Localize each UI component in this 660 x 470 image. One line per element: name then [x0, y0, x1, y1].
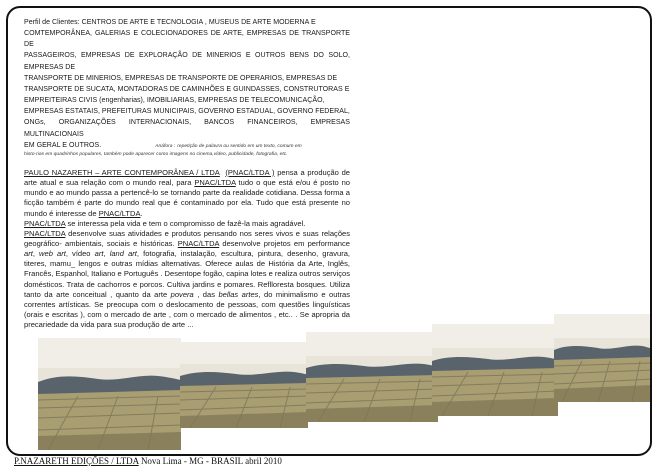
em-land-art: land art: [109, 249, 137, 259]
text-span: se interessa pela vida e tem o compromisso de fazê-la mais agradável.: [65, 218, 306, 228]
body-text: [24, 168, 350, 331]
profile-line: EMPREITEIRAS CIVIS (engenharias), IMOBILIARIAS, EMPRESAS DE TELECOMUNICAÇÃO,: [24, 97, 325, 105]
profile-line: TRANSPORTE DE MINERIOS, EMPRESAS DE TRANSPORTE DE OPERARIOS, EMPRESAS DE: [24, 74, 338, 82]
text-span: pensa a produção de arte atual e sua relação com o mundo real, para: [24, 167, 350, 188]
paragraph-activities: [24, 229, 350, 331]
profile-line-last: [24, 140, 350, 151]
text-span: , do minimalismo e outras correntes artísticas. Se preocupa com o deslocamento de pessoas, com questões linguísticas (orais e escritas ), com o mercado de arte , com o mercado de alimentos , etc.. . Se apropria da precariedade da vida para sua produção de arte ...: [24, 289, 350, 330]
text-span: desenvolve suas atividades e produtos pensando nos seres vivos e suas relações geográfico- ambientais, sociais e históricas.: [24, 228, 350, 248]
paragraph-intro: [24, 168, 350, 219]
text-column: [24, 17, 350, 330]
client-profile: [24, 17, 350, 159]
footer: [14, 456, 282, 466]
profile-line: Perfil de Clientes: CENTROS DE ARTE E TECNOLOGIA , MUSEUS DE ARTE MODERNA E: [24, 19, 316, 26]
profile-line: PASSAGEIROS, EMPRESAS DE EXPLORAÇÃO DE MINERIOS E OUTROS BENS DO SOLO, EMPRESAS DE: [24, 52, 350, 71]
note-text-2: histo-rias em quadrinhos populares, também pode aparecer como imagens no cinema,vídeo, publicidade, fotografia, etc.: [24, 151, 288, 157]
page-frame: [6, 6, 652, 456]
profile-line: COMTEMPORÂNEA, GALERIAS E COLECIONADORES DE ARTE, EMPRESAS DE TRANSPORTE DE: [24, 30, 350, 49]
paragraph-commitment: [24, 219, 350, 229]
footer-location: Nova Lima - MG - BRASIL: [140, 456, 243, 466]
pnac-link: PNAC/LTDA: [98, 208, 141, 218]
profile-line: TRANSPORTE DE SUCATA, MONTADORAS DE CAMINHÕES E GUINDASSES, CONSTRUTORAS E: [24, 85, 350, 93]
pnac-link: PNAC/LTDA: [194, 178, 236, 188]
pnac-link: PNAC/LTDA: [24, 218, 66, 228]
text-span: , das: [193, 289, 219, 299]
text-span: desenvolve projetos em performance: [219, 238, 350, 248]
text-span: , fotografia, instalação, escultura, pintura, desenho, gravura, titeres, mamu_ lengos e outras mídias alternativas. Oferece aulas de História da Arte, Inglês, Francês, Espanhol, Italiano e Português . Desentope fogão, capina lotes e realiza outros serviços domésticos. Trata de cachorros e porcos. Cultiva jardins e pomares. Reflloresta bosques. Utiliza tanto da arte conceitual , quanto da arte: [24, 249, 350, 299]
text-span: .: [140, 208, 143, 218]
em-web-art: web art: [39, 249, 66, 259]
text-span: , vídeo: [65, 249, 95, 259]
note-text-1: repetição de palavra ou sentido em um texto, comum em: [177, 143, 302, 149]
footer-publisher: P.NAZARETH EDIÇÕES / LTDA: [14, 456, 139, 466]
company-abbr: (PNAC/LTDA ): [225, 167, 275, 177]
pnac-link: PNAC/LTDA: [24, 228, 66, 238]
profile-line: ONGs, ORGANIZAÇÕES INTERNACIONAIS, BANCOS FINANCEIROS, EMPRESAS MULTINACIONAIS: [24, 119, 350, 138]
landscape-photo-5: [554, 314, 652, 402]
landscape-photo-3: [306, 332, 438, 422]
text-span: tudo o que está e/ou é posto no mundo e ao mundo passa a pertencê-lo se tornando parte da realidade cotidiana. Dessa forma a ficção também é parte do mundo real que é contaminado por ela. Tudo que está presente no mundo é interesse de: [24, 178, 350, 218]
note-author: Anáfora :: [155, 143, 176, 149]
landscape-photo-2: [180, 342, 308, 428]
em-povera: povera: [170, 289, 194, 299]
landscape-photo-4: [432, 324, 558, 416]
profile-line: EMPRESAS ESTATAIS, PREFEITURAS MUNICIPAIS, GOVERNO ESTADUAL, GOVERNO FEDERAL,: [24, 108, 350, 116]
em-art: art: [24, 249, 33, 259]
text-span: ,: [103, 249, 110, 259]
text-span: ,: [32, 249, 40, 259]
profile-last-line: EM GERAL E OUTROS.: [24, 141, 102, 149]
landscape-photo-1: [38, 338, 181, 450]
pnac-link: PNAC/LTDA: [177, 238, 220, 248]
em-art: art: [94, 249, 104, 259]
company-name: PAULO NAZARETH – ARTE CONTEMPORÂNEA / LTDA: [24, 167, 220, 177]
em-bellas-artes: bellas artes: [218, 289, 259, 299]
footer-date: abril 2010: [245, 456, 282, 466]
